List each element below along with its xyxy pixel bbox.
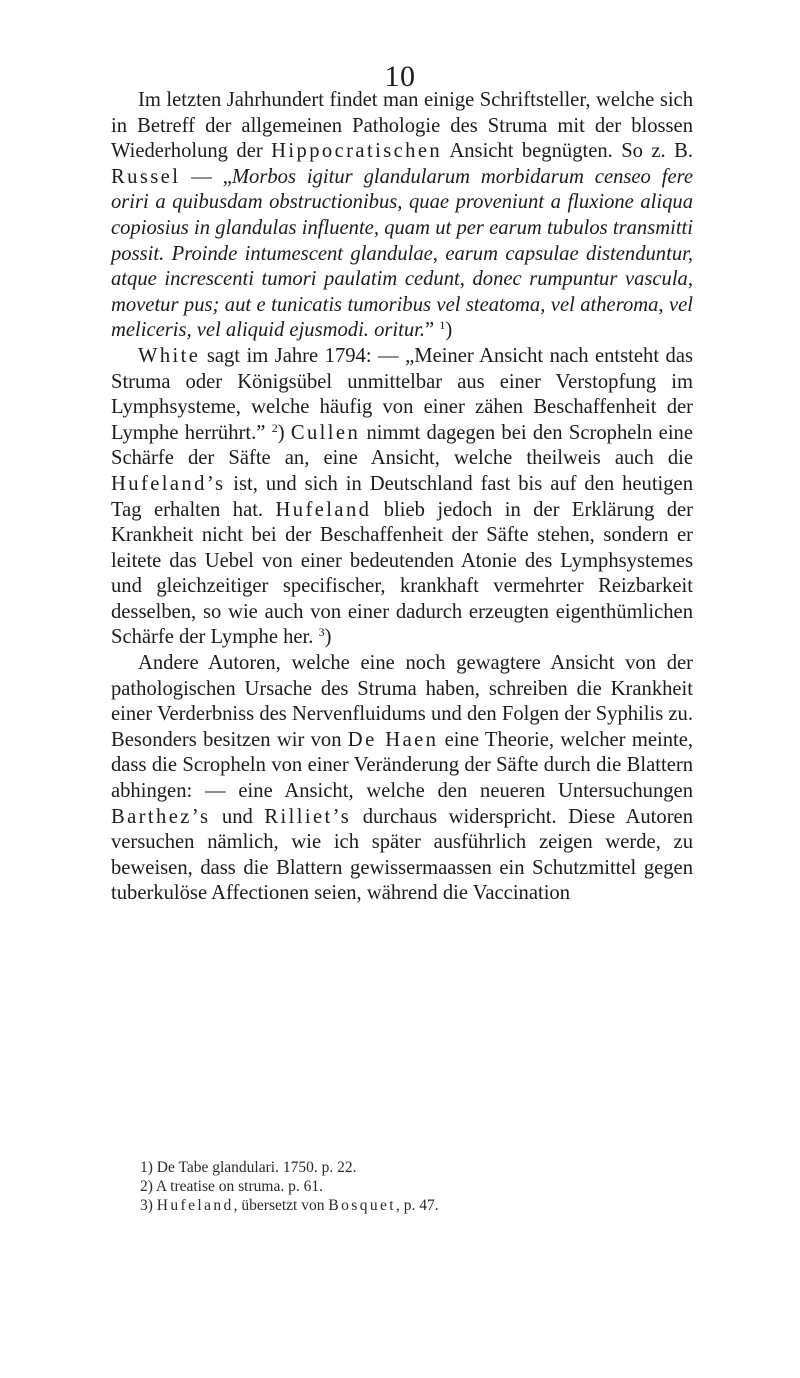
text-run: sagt im Jahre 1794: — „Meiner Ansicht nach entsteht das Struma oder Königsübel unmittelbar aus einer Verstopfung im Lymphsysteme, welche häufig von einer zähen Beschaffenheit der Lymphe herrührt.” <box>111 344 693 444</box>
author-name: Hufeland <box>156 1197 234 1215</box>
text-run: 3) <box>140 1197 157 1215</box>
text-run: eine Theorie, welcher meinte, dass die Scropheln von einer Veränderung der Säfte durch die Blattern abhingen: — eine Ansicht, welche den neueren Untersuchungen <box>111 728 694 803</box>
text-run: ) <box>445 319 453 342</box>
author-name: Rilliet’s <box>264 805 352 828</box>
text-run: ist, und sich in Deutschland fast bis auf den heutigen Tag erhalten hat. <box>111 472 693 521</box>
author-name: Hufeland <box>275 498 372 521</box>
footnotes <box>140 1158 660 1216</box>
text-run: ” <box>425 319 440 342</box>
body-text <box>111 88 693 907</box>
footnote-ref: 2 <box>271 420 278 435</box>
text-run: und <box>210 805 265 828</box>
footnote-3 <box>140 1196 660 1215</box>
text-run: blieb jedoch in der Erklärung der Krankheit nicht bei der Beschaffenheit der Säfte stehen, sondern er leitete das Uebel von einer bedeutenden Atonie des Lymphsystemes und gleichzeitiger specifischer, krankhaft vermehrter Reizbarkeit desselben, so wie auch von einer dadurch erzeugten eigenthümlichen Schärfe der Lymphe her. <box>111 498 693 649</box>
text-run: durchaus widerspricht. Diese Autoren versuchen nämlich, wie ich später ausführlich zeigen werde, zu beweisen, dass die Blattern gewissermaassen ein Schutzmittel gegen tuberkulöse Affectionen seien, während die Vaccination <box>111 805 693 905</box>
footnote-1: 1) De Tabe glandulari. 1750. p. 22. <box>140 1159 357 1176</box>
text-run: — „ <box>180 165 232 188</box>
paragraph-3 <box>111 651 693 907</box>
text-run: ) <box>324 626 332 649</box>
text-run: , übersetzt von <box>233 1197 329 1215</box>
author-name: De Haen <box>347 728 439 751</box>
author-name: White <box>138 344 201 367</box>
text-run: nimmt dagegen bei den Scropheln eine Schärfe der Säfte an, eine Ansicht, welche theilweis auch die <box>111 421 693 470</box>
text-run: Im letzten Jahrhundert findet man einige Schriftsteller, welche sich in Betreff der allgemeinen Pathologie des Struma mit der blossen Wiederholung der <box>111 89 693 163</box>
footnote-ref: 1 <box>439 318 446 333</box>
text-run: , p. 47. <box>395 1197 439 1215</box>
author-name: Barthez’s <box>111 805 211 828</box>
author-name: Bosquet <box>328 1197 396 1215</box>
paragraph-1 <box>111 88 693 344</box>
author-name: Cullen <box>290 421 361 444</box>
text-run: ) <box>277 421 291 444</box>
latin-quotation: Morbos igitur glandularum morbidarum censeo fere oriri a quibusdam obstructionibus, quae proveniunt a fluxione aliqua copiosius in glandulas influente, quam ut per earum tubulos transmitti possit. Proinde intumescent glandulae, earum capsulae distenduntur, atque increscenti tumori paulatim cedunt, donec rumpuntur vascula, movetur pus; aut e tunicatis tumoribus vel steatoma, vel atheroma, vel meliceris, vel aliquid ejusmodi. oritur. <box>111 165 694 342</box>
text-run: Ansicht begnügten. So z. B. <box>442 140 693 163</box>
author-name: Hufeland’s <box>111 472 226 495</box>
text-run: Andere Autoren, welche eine noch gewagtere Ansicht von der pathologischen Ursache des Struma haben, schreiben die Krankheit einer Verderbniss des Nervenfluidums und den Folgen der Syphilis zu. Besonders besitzen wir von <box>111 652 693 751</box>
footnote-2: 2) A treatise on struma. p. 61. <box>140 1178 323 1196</box>
paragraph-2 <box>111 344 693 651</box>
author-name: Hippocratischen <box>271 140 443 163</box>
page-number: 10 <box>384 60 416 93</box>
footnote-ref: 3 <box>318 625 325 640</box>
author-name: Russel <box>111 165 181 188</box>
